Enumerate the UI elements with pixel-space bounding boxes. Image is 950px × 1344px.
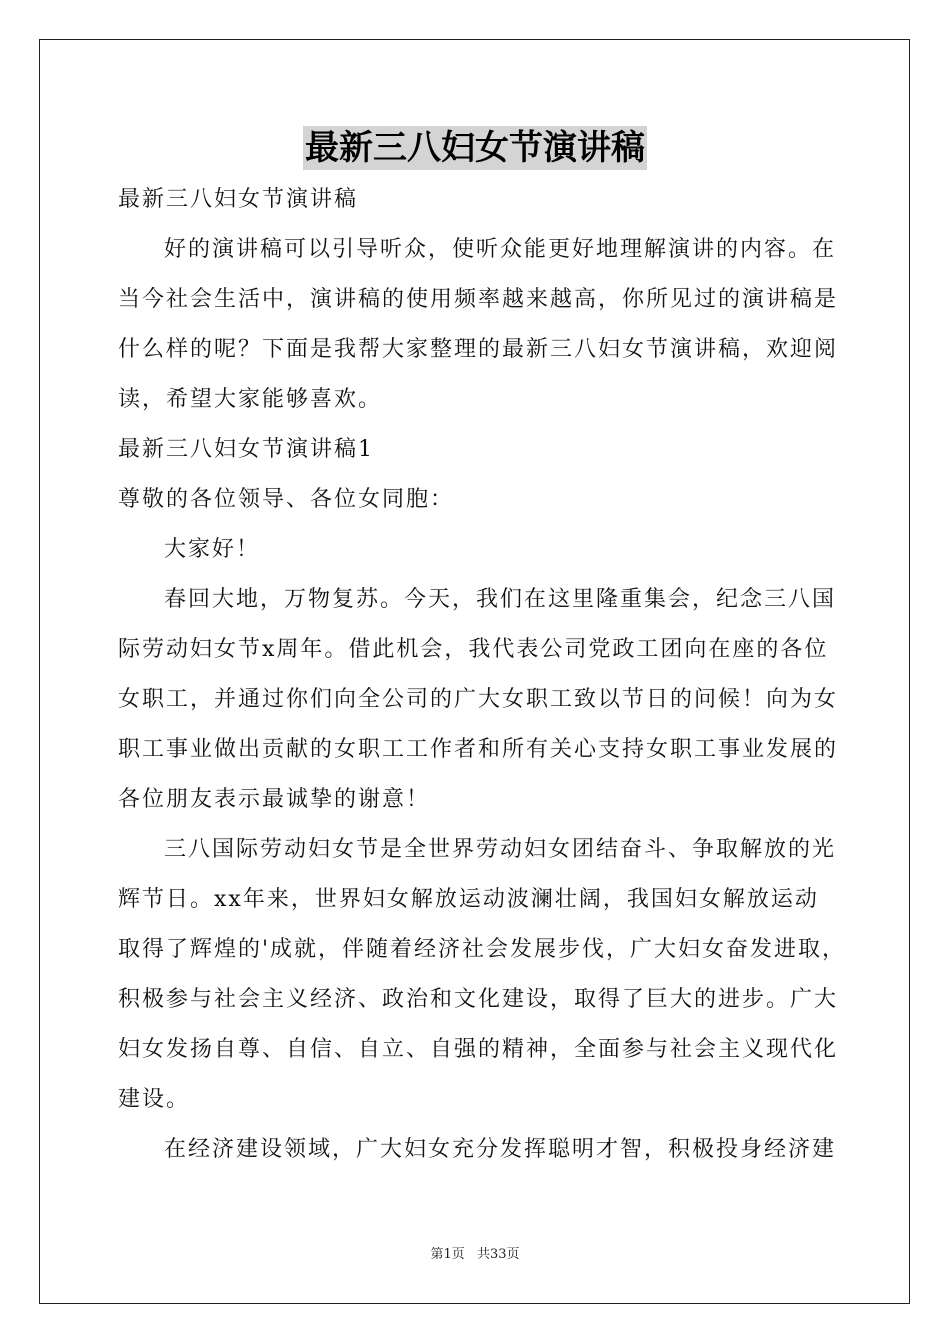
text-line: 三八国际劳动妇女节是全世界劳动妇女团结奋斗、争取解放的光 xyxy=(164,837,837,862)
text-line: 女职工，并通过你们向全公司的广大女职工致以节日的问候！向为女 xyxy=(118,687,839,712)
text-line: 辉节日。xx年来，世界妇女解放运动波澜壮阔，我国妇女解放运动 xyxy=(118,887,819,912)
text-line: 尊敬的各位领导、各位女同胞： xyxy=(118,487,455,512)
text-line: 各位朋友表示最诚挚的谢意！ xyxy=(118,787,431,812)
page-total: 共33页 xyxy=(476,1247,520,1262)
document-title: 最新三八妇女节演讲稿 xyxy=(305,128,645,168)
text-line: 春回大地，万物复苏。今天，我们在这里隆重集会，纪念三八国 xyxy=(164,587,837,612)
text-line: 大家好！ xyxy=(164,537,261,562)
text-line: 积极参与社会主义经济、政治和文化建设，取得了巨大的进步。广大 xyxy=(118,987,839,1012)
text-line: 最新三八妇女节演讲稿 xyxy=(118,187,359,212)
document-body xyxy=(118,175,847,1175)
text-line: 际劳动妇女节x周年。借此机会，我代表公司党政工团向在座的各位 xyxy=(118,637,829,662)
text-line: 在经济建设领域，广大妇女充分发挥聪明才智，积极投身经济建 xyxy=(164,1137,837,1162)
page-footer xyxy=(0,1246,950,1264)
title-wrap xyxy=(0,126,950,170)
text-line: 好的演讲稿可以引导听众，使听众能更好地理解演讲的内容。在 xyxy=(164,237,837,262)
text-line: 当今社会生活中，演讲稿的使用频率越来越高，你所见过的演讲稿是 xyxy=(118,287,839,312)
text-line: 最新三八妇女节演讲稿1 xyxy=(118,437,374,462)
page-number: 第1页 xyxy=(430,1247,465,1262)
text-line: 妇女发扬自尊、自信、自立、自强的精神，全面参与社会主义现代化 xyxy=(118,1037,839,1062)
text-line: 读，希望大家能够喜欢。 xyxy=(118,387,383,412)
text-line: 职工事业做出贡献的女职工工作者和所有关心支持女职工事业发展的 xyxy=(118,737,839,762)
text-line: 取得了辉煌的'成就，伴随着经济社会发展步伐，广大妇女奋发进取， xyxy=(118,937,847,962)
text-line: 什么样的呢？下面是我帮大家整理的最新三八妇女节演讲稿，欢迎阅 xyxy=(118,337,839,362)
text-line: 建设。 xyxy=(118,1087,191,1112)
